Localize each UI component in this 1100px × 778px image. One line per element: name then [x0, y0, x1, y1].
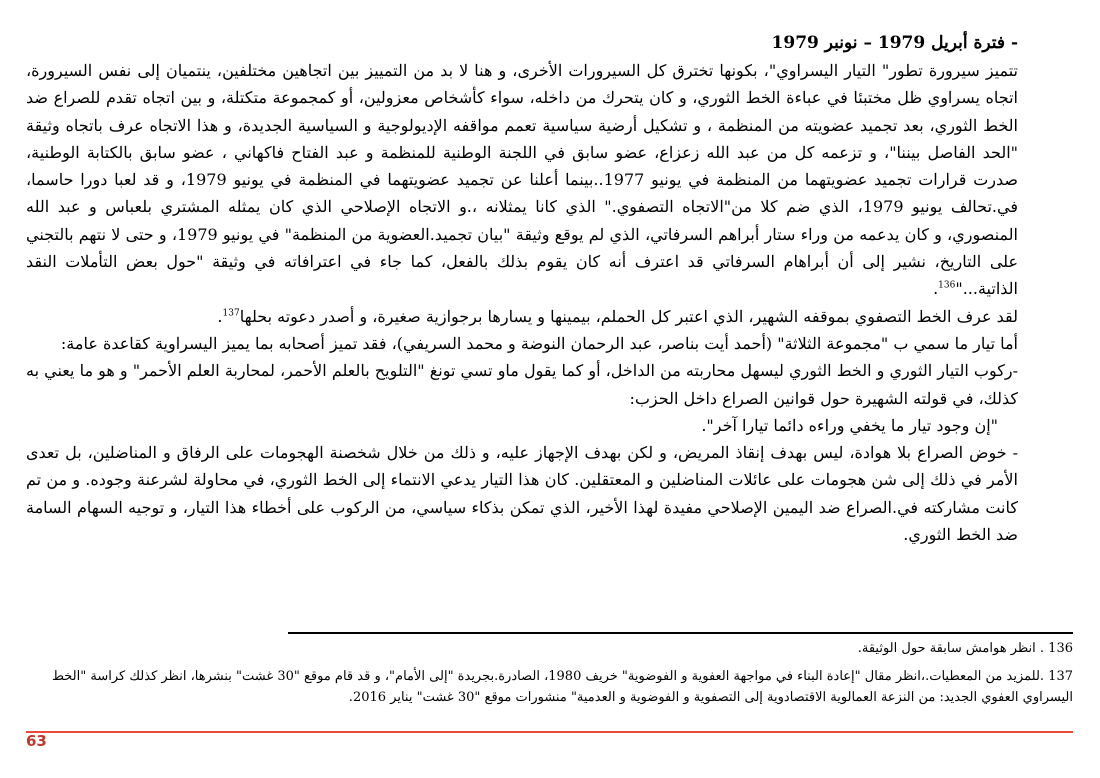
footnote-137: 137 .للمزيد من المعطيات.،انظر مقال "إعادة البناء في مواجهة العفوية و الفوضوية" خريف 1980، الصادرة.بجريدة "إلى الأمام"، و قد قام موقع "30 غشت" بنشرها، انظر كذلك كراسة "الخط اليسراوي العفوي الجديد: من النزعة العمالوية الاقتصادوية إلى التصفوية و الفوضوية و العدمية" منشورات موقع "30 غشت" يناير 2016. [51, 669, 1073, 705]
paragraph-quote: "إن وجود تيار ما يخفي وراءه دائما تيارا آخر". [701, 415, 998, 435]
section-heading: - فترة أبريل 1979 – نونبر 1979 [771, 33, 1018, 53]
paragraph-intro-text: تتميز سيرورة تطور" التيار اليسراوي"، بكونها تخترق كل السيرورات الأخرى، و هنا لا بد من التمييز بين اتجاهين مختلفين، ينتميان إلى نفس السيرورة، اتجاه يسراوي ظل مختبئا في عباءة الخط الثوري، و كان يتحرك من داخله، سواء كأشخاص معزولين، أو كمجموعة متكتلة، و بين اتجاه تقدم للصراع ضد الخط الثوري، بعد تجميد عضويته من المنظمة ، و تشكيل أرضية سياسية تعمم مواقفه الإديولوجية و السياسية الجديدة، و هذا الاتجاه عرف باتجاه وثيقة "الحد الفاصل بيننا"، و تزعمه كل من عبد الله زعزاع، عضو سابق في اللجنة الوطنية للمنظمة و عبد الفتاح فاكهاني ، عضو سابق بالكتابة الوطنية، صدرت قرارات تجميد عضويتهما من المنظمة في يونيو 1977..بينما أعلنا عن تجميد عضويتهما في المنظمة في يونيو 1979، و قد لعبا دورا حاسما، في.تحالف يونيو 1979، الذي ضم كلا من"الاتجاه التصفوي." الذي كانا يمثلانه ،.و الاتجاه الإصلاحي الذي كان يمثله المشتري بلعباس و عبد الله المنصوري، و كان يدعمه من وراء ستار أبراهم السرفاتي، الذي لم يوقع وثيقة "بيان تجميد.العضوية من المنظمة" في يونيو 1979، و حتى لا نتهم بالتجني على التاريخ، نشير إلى أن أبراهام السرفاتي قد اعترف أنه كان يقوم بذلك بالفعل، كما جاء في اعترافاته في وثيقة "حول بعض التأملات النقد الذاتية..." [26, 61, 1019, 299]
footnote-ref-136[interactable]: 136 [938, 281, 956, 292]
footnotes [26, 636, 1073, 708]
paragraph-liquidationist: لقد عرف الخط التصفوي بموقفه الشهير، الذي اعتبر كل الحملم، بيمينها و يسارها برجوازية صغيرة، و أصدر دعوته بحلها$^{137}$. [217, 306, 1018, 326]
body-text [26, 57, 1018, 548]
page-bottom-rule [26, 731, 1073, 733]
paragraph-group-of-three: أما تيار ما سمي ب "مجموعة الثلاثة" (أحمد أيت بناصر، عبد الرحمان النوضة و محمد السريفي)، فقد تميز أصحابه بما يميز اليسراوية كقاعدة عامة: [60, 333, 1018, 353]
paragraph-point-1: -ركوب التيار الثوري و الخط الثوري ليسهل محاربته من الداخل، أو كما يقول ماو تسي تونغ "التلويح بالعلم الأحمر، لمحاربة العلم الأحمر" و هو ما يعني به كذلك، في قولته الشهيرة حول قوانين الصراع داخل الحزب: [26, 361, 1018, 408]
paragraph-liquidationist-text: لقد عرف الخط التصفوي بموقفه الشهير، الذي اعتبر كل الحملم، بيمينها و يسارها برجوازية صغيرة، و أصدر دعوته بحلها [239, 306, 1018, 326]
footnote-ref-137[interactable]: 137 [222, 308, 240, 319]
page-number: 63 [26, 732, 47, 750]
paragraph-intro: تتميز سيرورة تطور" التيار اليسراوي"، بكونها تخترق كل السيرورات الأخرى، و هنا لا بد من التمييز بين اتجاهين مختلفين، ينتميان إلى نفس السيرورة، اتجاه يسراوي ظل مختبئا في عباءة الخط الثوري، و كان يتحرك من داخله، سواء كأشخاص معزولين، أو كمجموعة متكتلة، و بين اتجاه تقدم للصراع ضد الخط الثوري، بعد تجميد عضويته من المنظمة ، و تشكيل أرضية سياسية تعمم مواقفه الإديولوجية و السياسية الجديدة، و هذا الاتجاه عرف باتجاه وثيقة "الحد الفاصل بيننا"، و تزعمه كل من عبد الله زعزاع، عضو سابق في اللجنة الوطنية للمنظمة و عبد الفتاح فاكهاني ، عضو سابق بالكتابة الوطنية، صدرت قرارات تجميد عضويتهما من المنظمة في يونيو 1977..بينما أعلنا عن تجميد عضويتهما في المنظمة في يونيو 1979، و قد لعبا دورا حاسما، في.تحالف يونيو 1979، الذي ضم كلا من"الاتجاه التصفوي." الذي كانا يمثلانه ،.و الاتجاه الإصلاحي الذي كان يمثله المشتري بلعباس و عبد الله المنصوري، و كان يدعمه من وراء ستار أبراهم السرفاتي، الذي لم يوقع وثيقة "بيان تجميد.العضوية من المنظمة" في يونيو 1979، و حتى لا نتهم بالتجني على التاريخ، نشير إلى أن أبراهام السرفاتي قد اعترف أنه كان يقوم بذلك بالفعل، كما جاء في اعترافاته في وثيقة "حول بعض التأملات النقد الذاتية..."$^{136}$. [26, 61, 1019, 299]
footnote-136: 136 . انظر هوامش سابقة حول الوثيقة. [857, 641, 1073, 656]
paragraph-point-2: - خوض الصراع بلا هوادة، ليس بهدف إنقاذ المريض، و لكن بهدف الإجهاز عليه، و ذلك من خلال شخصنة الهجومات على الرفاق و المناضلين، بل تعدى الأمر في ذلك إلى شن هجومات على عائلات المناضلين و المعتقلين. كان هذا التيار يدعي الانتماء إلى الخط الثوري، في محاولة لشرعنة وجوده. و من تم كانت مشاركته في.الصراع ضد اليمين الإصلاحي مفيدة لهذا الأخير، الذي تمكن بذكاء سياسي، من الركوب على أخطاء هذا التيار، و توجيه السهام السامة ضد الخط الثوري. [26, 443, 1018, 545]
footnote-separator [288, 632, 1073, 634]
